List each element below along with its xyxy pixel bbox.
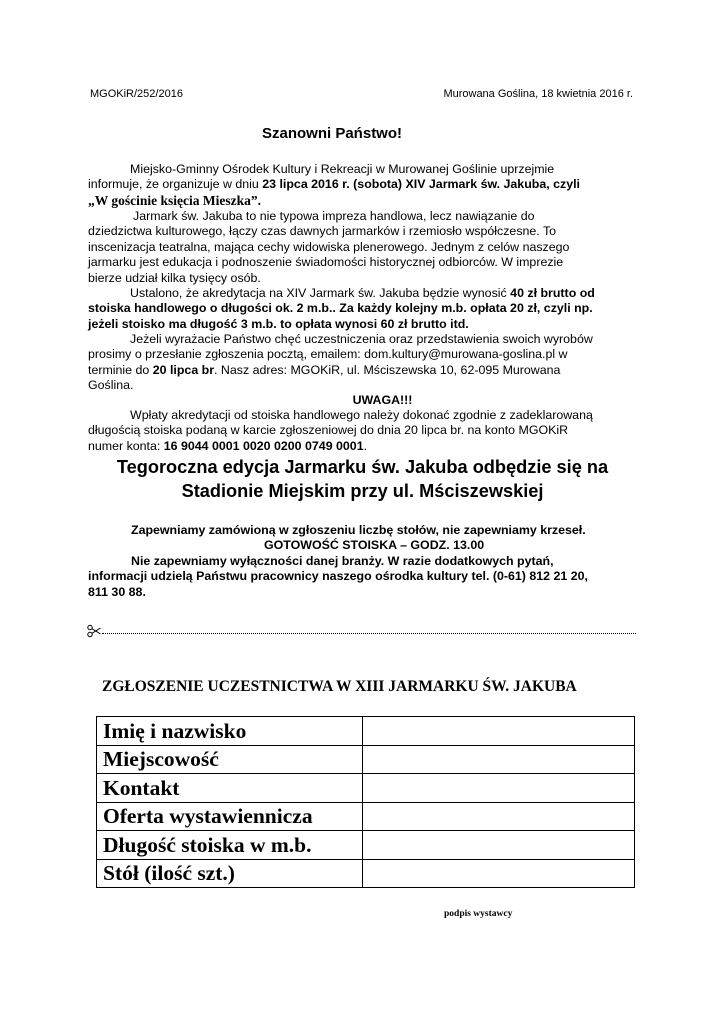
description-line: Jarmark św. Jakuba to nie typowa impreza handlowa, lecz nawiązanie do: [133, 209, 535, 223]
notice-line: Nie zapewniamy wyłączności danej branży. W razie dodatkowych pytań,: [131, 553, 554, 568]
form-title: ZGŁOSZENIE UCZESTNICTWA W XIII JARMARKU ŚW. JAKUBA: [102, 678, 577, 695]
payment-line: [88, 439, 648, 454]
greeting: Szanowni Państwo!: [262, 125, 403, 142]
payment-line: długością stoiska podaną w karcie zgłoszeniowej do dnia 20 lipca br. na konto MGOKiR: [88, 423, 569, 438]
form-field-contact[interactable]: [363, 774, 635, 803]
form-field-offer[interactable]: [363, 802, 635, 831]
account-label: numer konta:: [88, 438, 164, 453]
venue-headline: [0, 455, 725, 503]
fee-text: Ustalono, że akredytacja na XIV Jarmark św. Jakuba będzie wynosić: [130, 286, 511, 300]
account-period: .: [363, 438, 368, 453]
intro-text: informuje, że organizuje w dniu: [88, 177, 263, 192]
form-field-stall-length[interactable]: [363, 831, 635, 860]
signature-label: podpis wystawcy: [444, 909, 513, 919]
form-label-offer: Oferta wystawiennicza: [97, 802, 363, 831]
description-line: dziedzictwa kulturowego, łączy czas dawnych jarmarków i rzemiosło współczesne. To: [88, 224, 557, 239]
form-field-locality[interactable]: [363, 745, 635, 774]
fee-amount: 40 zł brutto od: [510, 286, 595, 300]
form-label-stall-length: Długość stoiska w m.b.: [97, 831, 363, 860]
cut-line: [102, 633, 636, 634]
intro-paragraph: [88, 162, 648, 208]
venue-headline-line-2: Stadionie Miejskim przy ul. Mściszewskiej: [181, 481, 544, 501]
address-text: . Nasz adres: MGOKiR, ul. Mściszewska 10, 62-095 Murowana: [214, 362, 561, 377]
form-label-name: Imię i nazwisko: [97, 717, 363, 746]
event-date-title: 23 lipca 2016 r. (sobota) XIV Jarmark św. Jakuba, czyli: [262, 177, 580, 192]
form-row: [97, 745, 635, 774]
notice-line: Zapewniamy zamówioną w zgłoszeniu liczbę stołów, nie zapewniamy krzeseł.: [131, 523, 586, 537]
warning-label: UWAGA!!!: [352, 393, 413, 407]
form-label-contact: Kontakt: [97, 774, 363, 803]
application-line: [88, 363, 648, 378]
notice-line: 811 30 88.: [88, 584, 146, 599]
description-line: jarmarku jest edukacja i podnoszenie świadomości historycznej odbiorców. W imprezie: [88, 255, 564, 270]
description-line: bierze udział kilka tysięcy osób.: [88, 270, 261, 285]
intro-line-2: [88, 177, 648, 192]
fee-line-1: [88, 286, 648, 301]
payment-paragraph: [88, 408, 648, 454]
deadline-text: terminie do: [88, 362, 153, 377]
fee-line-2: stoiska handlowego o długości ok. 2 m.b.. Za każdy kolejny m.b. opłata 20 zł, czyli np.: [88, 301, 593, 316]
form-row: [97, 831, 635, 860]
form-field-tables[interactable]: [363, 859, 635, 888]
application-line: prosimy o przesłanie zgłoszenia pocztą, emailem: dom.kultury@murowana-goslina.pl w: [88, 347, 568, 362]
form-label-locality: Miejscowość: [97, 745, 363, 774]
notice-ready-time: GOTOWOŚĆ STOISKA – GODZ. 13.00: [264, 538, 485, 553]
application-line: Jeżeli wyrażacie Państwo chęć uczestniczenia oraz przedstawienia swoich wyrobów: [130, 332, 593, 346]
intro-line-1: Miejsko-Gminny Ośrodek Kultury i Rekreacji w Murowanej Goślinie uprzejmie: [130, 162, 555, 176]
notice-block: [88, 523, 648, 600]
payment-line: Wpłaty akredytacji od stoiska handlowego należy dokonać zgodnie z zadeklarowaną: [130, 408, 593, 422]
fee-paragraph: [88, 286, 648, 332]
notice-line: informacji udzielą Państwu pracownicy naszego ośrodka kultury tel. (0-61) 812 21 20,: [88, 569, 588, 584]
scissors-icon: [87, 624, 101, 638]
event-subtitle: „W gościnie księcia Mieszka”.: [88, 192, 261, 208]
description-line: inscenizacja teatralna, mająca cechy widowiska plenerowego. Jednym z celów naszego: [88, 239, 570, 254]
application-paragraph: [88, 332, 648, 394]
application-line: Goślina.: [88, 378, 134, 393]
form-field-name[interactable]: [363, 717, 635, 746]
form-row: [97, 802, 635, 831]
form-row: [97, 859, 635, 888]
form-label-tables: Stół (ilość szt.): [97, 859, 363, 888]
description-paragraph: [88, 209, 648, 286]
deadline-date: 20 lipca br: [152, 362, 215, 377]
form-row: [97, 717, 635, 746]
venue-headline-line-1: Tegoroczna edycja Jarmarku św. Jakuba odbędzie się na: [116, 457, 609, 477]
fee-line-3: jeżeli stoisko ma długość 3 m.b. to opłata wynosi 60 zł brutto itd.: [88, 316, 469, 331]
account-number: 16 9044 0001 0020 0200 0749 0001: [163, 438, 364, 453]
document-reference: MGOKiR/252/2016: [90, 88, 183, 100]
form-row: [97, 774, 635, 803]
registration-form: [96, 716, 635, 888]
place-date: Murowana Goślina, 18 kwietnia 2016 r.: [443, 88, 633, 100]
